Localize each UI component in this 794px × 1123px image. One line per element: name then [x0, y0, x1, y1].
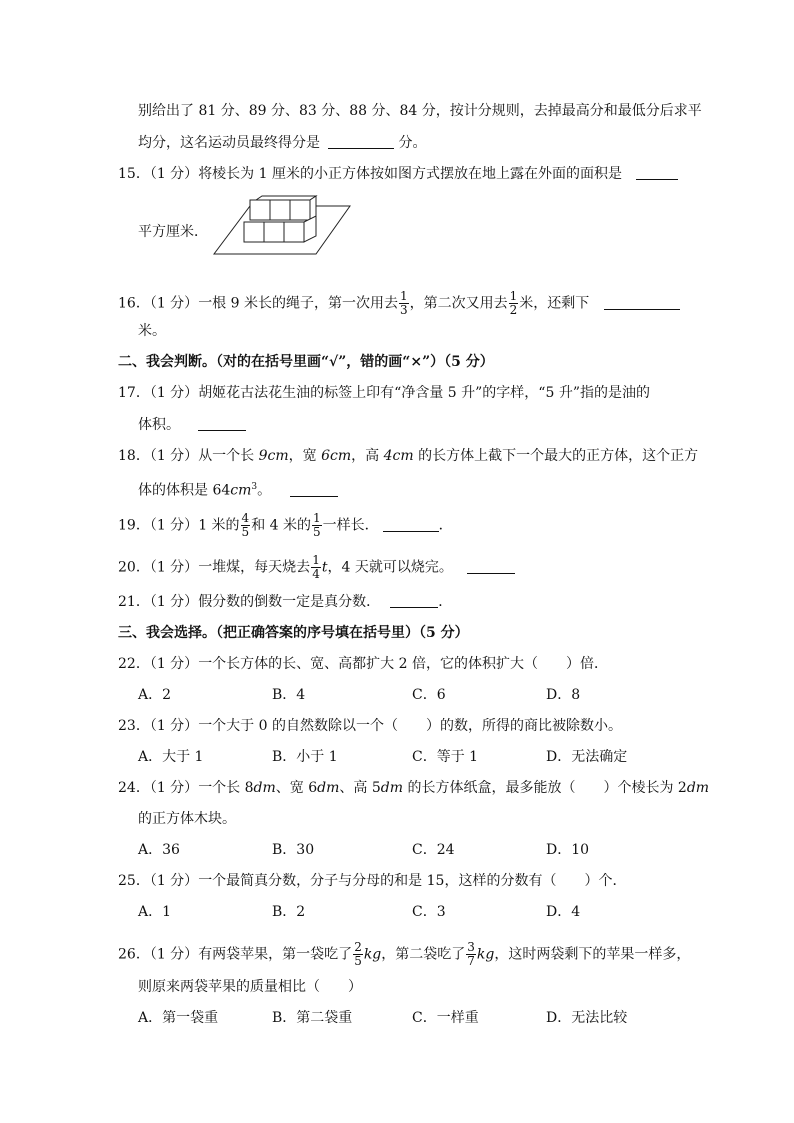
q14-line1: 别给出了 81 分、89 分、83 分、88 分、84 分，按计分规则，去掉最高分和最低分后求平	[138, 103, 702, 119]
option-b[interactable]: B．第二袋重	[272, 1010, 353, 1026]
question-19: 19．（1 分）1 米的 $\frac{4}{5}$ 和 4 米的 $\frac{1}{5}$ 一样长． ．	[118, 511, 453, 539]
option-a[interactable]: A．36	[138, 842, 180, 858]
answer-blank[interactable]	[604, 295, 680, 310]
question-22: 22．（1 分）一个长方体的长、宽、高都扩大 2 倍，它的体积扩大（ ）倍．	[118, 656, 608, 672]
fraction: $\frac{1}{5}$	[313, 511, 321, 539]
option-b[interactable]: B．2	[272, 904, 306, 920]
answer-blank[interactable]	[198, 416, 246, 431]
q17-line2: 体积。	[138, 415, 246, 435]
option-b[interactable]: B．小于 1	[272, 749, 338, 765]
fraction: $\frac{1}{2}$	[509, 289, 518, 317]
question-23: 23．（1 分）一个大于 0 的自然数除以一个（ ）的数，所得的商比被除数小。	[118, 718, 622, 734]
cube-stack-figure	[212, 194, 352, 262]
option-d[interactable]: D．8	[546, 687, 581, 703]
option-b[interactable]: B．30	[272, 842, 315, 858]
answer-blank[interactable]	[328, 134, 394, 149]
question-15: 15．（1 分）将棱长为 1 厘米的小正方体按如图方式摆放在地上露在外面的面积是	[118, 164, 678, 184]
q14-line2: 均分，这名运动员最终得分是 分。	[138, 135, 427, 151]
option-c[interactable]: C．6	[412, 687, 446, 703]
fraction: $\frac{4}{5}$	[241, 511, 250, 539]
q16-line2: 米。	[138, 323, 166, 339]
fraction: $\frac{1}{4}$	[312, 553, 320, 581]
option-a[interactable]: A．1	[138, 904, 172, 920]
option-d[interactable]: D．无法比较	[546, 1010, 628, 1026]
option-c[interactable]: C．3	[412, 904, 446, 920]
answer-blank[interactable]	[383, 517, 439, 532]
question-20: 20．（1 分）一堆煤，每天烧去 $\frac{1}{4}$ t，4 天就可以烧完。	[118, 554, 515, 581]
answer-blank[interactable]	[390, 593, 438, 608]
option-d[interactable]: D．无法确定	[546, 749, 628, 765]
question-24: 24．（1 分）一个长 8dm、宽 6dm、高 5dm 的长方体纸盒，最多能放（ ）个棱长为 2dm	[118, 780, 710, 796]
option-d[interactable]: D．4	[546, 904, 581, 920]
option-a[interactable]: A．第一袋重	[138, 1010, 219, 1026]
option-c[interactable]: C．一样重	[412, 1010, 479, 1026]
answer-blank[interactable]	[290, 482, 338, 497]
q15-line2: 平方厘米．	[138, 224, 208, 240]
question-16: 16．（1 分）一根 9 米长的绳子，第一次用去 $\frac{1}{3}$ ，第二次又用去 $\frac{1}{2}$ 米，还剩下	[118, 290, 680, 317]
q24-line2: 的正方体木块。	[138, 811, 236, 827]
question-21: 21．（1 分）假分数的倒数一定是真分数． ．	[118, 594, 453, 610]
option-c[interactable]: C．24	[412, 842, 455, 858]
section-3-heading: 三、我会选择。（把正确答案的序号填在括号里）（5 分）	[118, 625, 469, 641]
option-d[interactable]: D．10	[546, 842, 590, 858]
option-a[interactable]: A．2	[138, 687, 172, 703]
fraction: $\frac{2}{5}$	[354, 940, 362, 968]
fraction: $\frac{3}{7}$	[467, 940, 475, 968]
section-2-heading: 二、我会判断。（对的在括号里画“√”，错的画“×”）（5 分）	[118, 354, 494, 370]
option-b[interactable]: B．4	[272, 687, 306, 703]
question-26: 26．（1 分）有两袋苹果，第一袋吃了 $\frac{2}{5}$ kg，第二袋吃了 $\frac{3}{7}$ kg，这时两袋剩下的苹果一样多，	[118, 940, 691, 968]
q18-line2: 体的体积是 $64cm^3$。	[138, 477, 338, 501]
answer-blank[interactable]	[467, 559, 515, 574]
fraction: $\frac{1}{3}$	[400, 289, 408, 317]
option-a[interactable]: A．大于 1	[138, 749, 204, 765]
question-17: 17．（1 分）胡姬花古法花生油的标签上印有“净含量 5 升”的字样，“5 升”指的是油的	[118, 385, 650, 401]
option-c[interactable]: C．等于 1	[412, 749, 479, 765]
question-18: 18．（1 分）从一个长 9cm，宽 6cm，高 4cm 的长方体上截下一个最大的正方体，这个正方	[118, 448, 699, 464]
answer-blank[interactable]	[636, 165, 678, 180]
q26-line2: 则原来两袋苹果的质量相比（ ）	[138, 979, 362, 995]
question-25: 25．（1 分）一个最简真分数，分子与分母的和是 15，这样的分数有（ ）个．	[118, 873, 627, 889]
